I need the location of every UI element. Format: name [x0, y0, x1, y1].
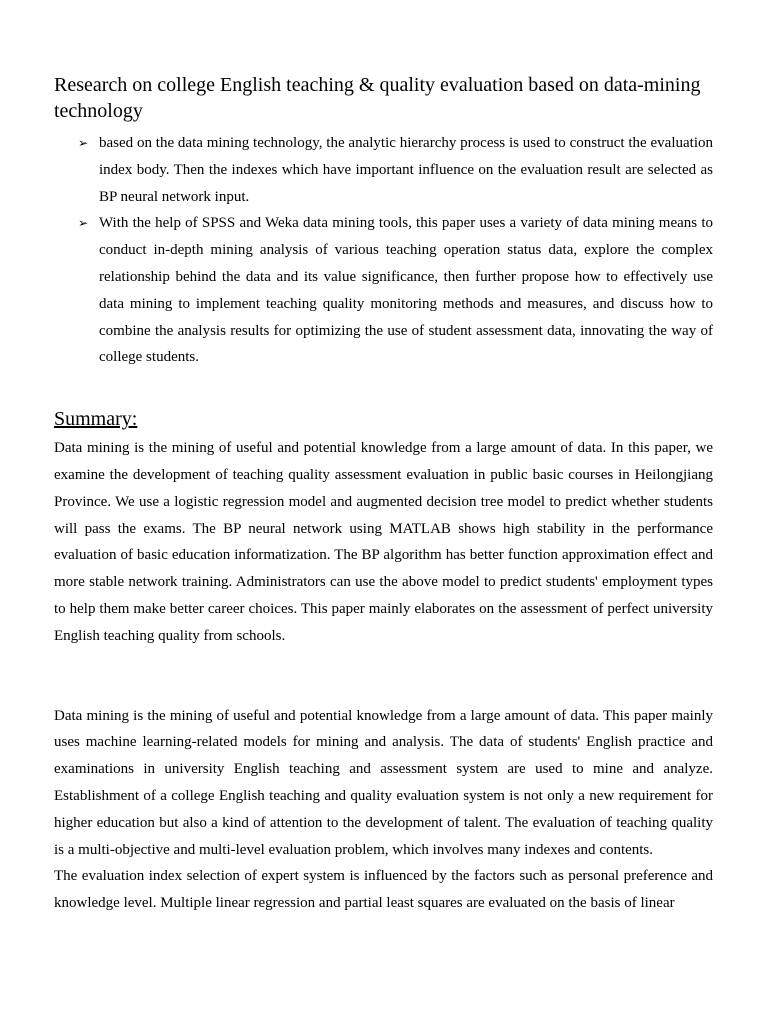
document-title: Research on college English teaching & quality evaluation based on data-mining technology: [54, 74, 701, 122]
body-paragraph: The evaluation index selection of expert system is influenced by the factors such as personal preference and knowledge level. Multiple linear regression and partial least squares are evaluated on the basis of linear: [54, 868, 713, 912]
arrow-bullet-icon: ➢: [78, 216, 89, 231]
document-page: [54, 72, 713, 917]
summary-paragraph: Data mining is the mining of useful and potential knowledge from a large amount of data. In this paper, we examine the development of teaching quality assessment evaluation in public basic courses in Heilongjiang Province. We use a logistic regression model and augmented decision tree model to predict whether students will pass the exams. The BP neural network using MATLAB shows high stability in the performance evaluation of basic education informatization. The BP algorithm has better function approximation effect and more stable network training. Administrators can use the above model to predict students' employment types to help them make better career choices. This paper mainly elaborates on the assessment of perfect university English teaching quality from schools.: [54, 440, 713, 644]
bullet-list: [54, 130, 713, 371]
bullet-item: [54, 210, 713, 371]
bullet-text: based on the data mining technology, the analytic hierarchy process is used to construct the evaluation index body. Then the indexes which have important influence on the evaluation result are selected as BP neural network input.: [99, 135, 713, 205]
bullet-item: [54, 130, 713, 210]
arrow-bullet-icon: ➢: [78, 136, 89, 150]
summary-heading: Summary:: [54, 408, 138, 431]
body-paragraph: Data mining is the mining of useful and potential knowledge from a large amount of data. This paper mainly uses machine learning-related models for mining and analysis. The data of students' English practice and examinations in university English teaching and assessment system are used to mine and analyze. Establishment of a college English teaching and quality evaluation system is not only a new requirement for higher education but also a kind of attention to the development of talent. The evaluation of teaching quality is a multi-objective and multi-level evaluation problem, which involves many indexes and contents.: [54, 707, 713, 858]
section-spacer: [54, 650, 713, 703]
bullet-text: With the help of SPSS and Weka data mining tools, this paper uses a variety of data mining means to conduct in-depth mining analysis of various teaching operation status data, explore the complex relationship behind the data and its value significance, then further propose how to effectively use data mining to implement teaching quality monitoring methods and measures, and discuss how to combine the analysis results for optimizing the use of student assessment data, innovating the way of college students.: [99, 215, 713, 366]
